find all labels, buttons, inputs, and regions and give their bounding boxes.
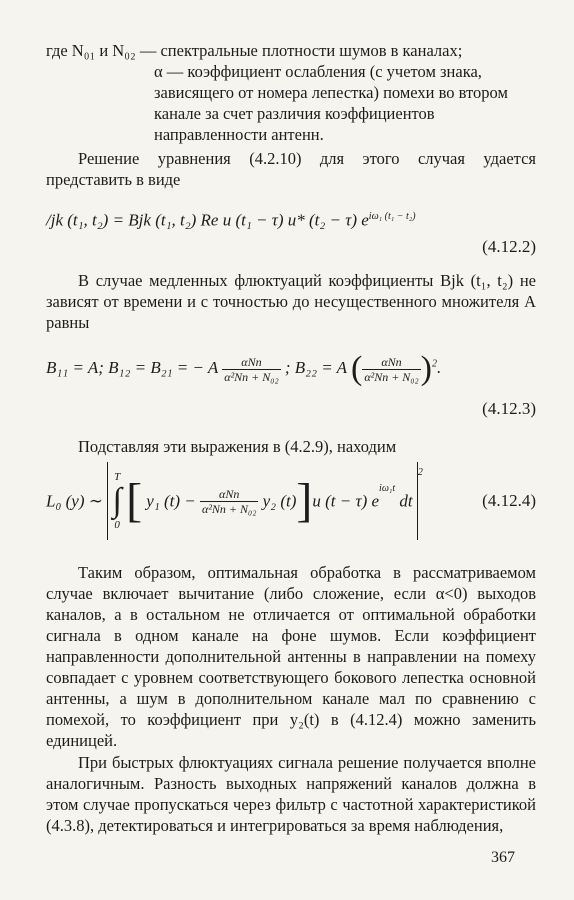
definitions-block bbox=[46, 40, 536, 145]
fraction-denominator: α²Nп + N₀₂ bbox=[202, 501, 257, 516]
paragraph-1 bbox=[46, 148, 536, 190]
equation-4-12-2-exponent: iω₁ (t₁ − t₂) bbox=[368, 211, 416, 222]
term-y1: y₁ (t) − bbox=[146, 491, 196, 511]
equation-4-12-2 bbox=[46, 206, 536, 256]
fraction-coefficient bbox=[200, 487, 258, 516]
integral-sign: T ∫ 0 bbox=[112, 471, 122, 532]
left-paren: ( bbox=[350, 350, 363, 387]
fraction-b12 bbox=[222, 355, 280, 384]
definition-alpha: α — коэффициент ослабления (с учетом знака, зависящего от номера лепестка) помехи во втором канале за счет различия коэффициентов направленности антенн. bbox=[154, 62, 508, 144]
paragraph-3 bbox=[46, 436, 536, 457]
right-bracket: ] bbox=[296, 474, 313, 528]
equation-number-4-12-3: (4.12.3) bbox=[482, 399, 536, 418]
power-2: 2 bbox=[417, 467, 423, 478]
equation-4-12-2-body: /jk (t₁, t₂) = Bjk (t₁, t₂) Re u (t₁ − τ) u* (t₂ − τ) e bbox=[46, 210, 369, 230]
paragraph-2-text: В случае медленных флюктуаций коэффициенты Bjk (t₁, t₂) не зависят от времени и с точностью до несущественного множителя A равны bbox=[46, 271, 536, 332]
paragraph-2 bbox=[46, 270, 536, 333]
equation-number-4-12-4: (4.12.4) bbox=[482, 491, 536, 510]
equation-4-12-3 bbox=[46, 350, 536, 418]
term-u: u (t − τ) e bbox=[312, 491, 380, 511]
definition-noise: где N₀₁ и N₀₂ — спектральные плотности шумов в каналах; bbox=[46, 41, 463, 60]
equation-number-4-12-2: (4.12.2) bbox=[482, 237, 536, 256]
paragraph-5 bbox=[46, 752, 536, 836]
paragraph-4-text: Таким образом, оптимальная обработка в рассматриваемом случае включает вычитание (либо сложение, если α<0) выходов каналов, а в остальном не отличается от оптимальной обработки сигнала в одном канале на фоне шумов. Если коэффициент направленности дополнительной антенны в направлении на помеху совпадает с уровнем соответствующего бокового лепестка основной антенны, а шум в дополнительном канале мал по сравнению с помехой, то коэффициент при y₂(t) в (4.12.4) можно заменить единицей. bbox=[46, 563, 536, 750]
equation-4-12-4-lhs: L₀ (y) ∼ bbox=[46, 491, 103, 511]
equation-4-12-3-part2: ; B₂₂ = A bbox=[284, 357, 347, 377]
fraction-numerator: αNп bbox=[222, 355, 280, 370]
paragraph-4 bbox=[46, 562, 536, 751]
fraction-denominator: α²Nп + N₀₂ bbox=[364, 369, 419, 384]
period: . bbox=[437, 357, 442, 377]
power-2: 2 bbox=[432, 358, 437, 370]
paragraph-5-text: При быстрых флюктуациях сигнала решение получается вполне аналогичным. Разность выходных напряжений каналов должна в этом случае пропускаться через фильтр с частотной характеристикой (4.3.8), детектироваться и интегрироваться за время наблюдения, bbox=[46, 753, 536, 835]
fraction-denominator: α²Nп + N₀₂ bbox=[224, 369, 279, 384]
left-bracket: [ bbox=[126, 474, 143, 528]
fraction-numerator: αNп bbox=[200, 487, 258, 502]
exponent-iw1t: iω₁t bbox=[379, 483, 396, 494]
fraction-numerator: αNп bbox=[362, 355, 420, 370]
equation-4-12-4 bbox=[46, 462, 536, 540]
equation-4-12-3-part1: B₁₁ = A; B₁₂ = B₂₁ = − A bbox=[46, 357, 219, 377]
right-paren: ) bbox=[420, 350, 432, 387]
integral-lower-limit: 0 bbox=[114, 519, 120, 532]
differential-dt: dt bbox=[399, 491, 413, 511]
term-y2: y₂ (t) bbox=[262, 491, 297, 511]
fraction-b22 bbox=[362, 355, 420, 384]
page-number: 367 bbox=[491, 849, 515, 866]
integral-upper-limit: T bbox=[114, 471, 121, 484]
paragraph-1-text: Решение уравнения (4.2.10) для этого случая удается представить в виде bbox=[46, 149, 536, 189]
paragraph-3-text: Подставляя эти выражения в (4.2.9), находим bbox=[78, 437, 397, 456]
abs-bar-left bbox=[107, 462, 108, 540]
